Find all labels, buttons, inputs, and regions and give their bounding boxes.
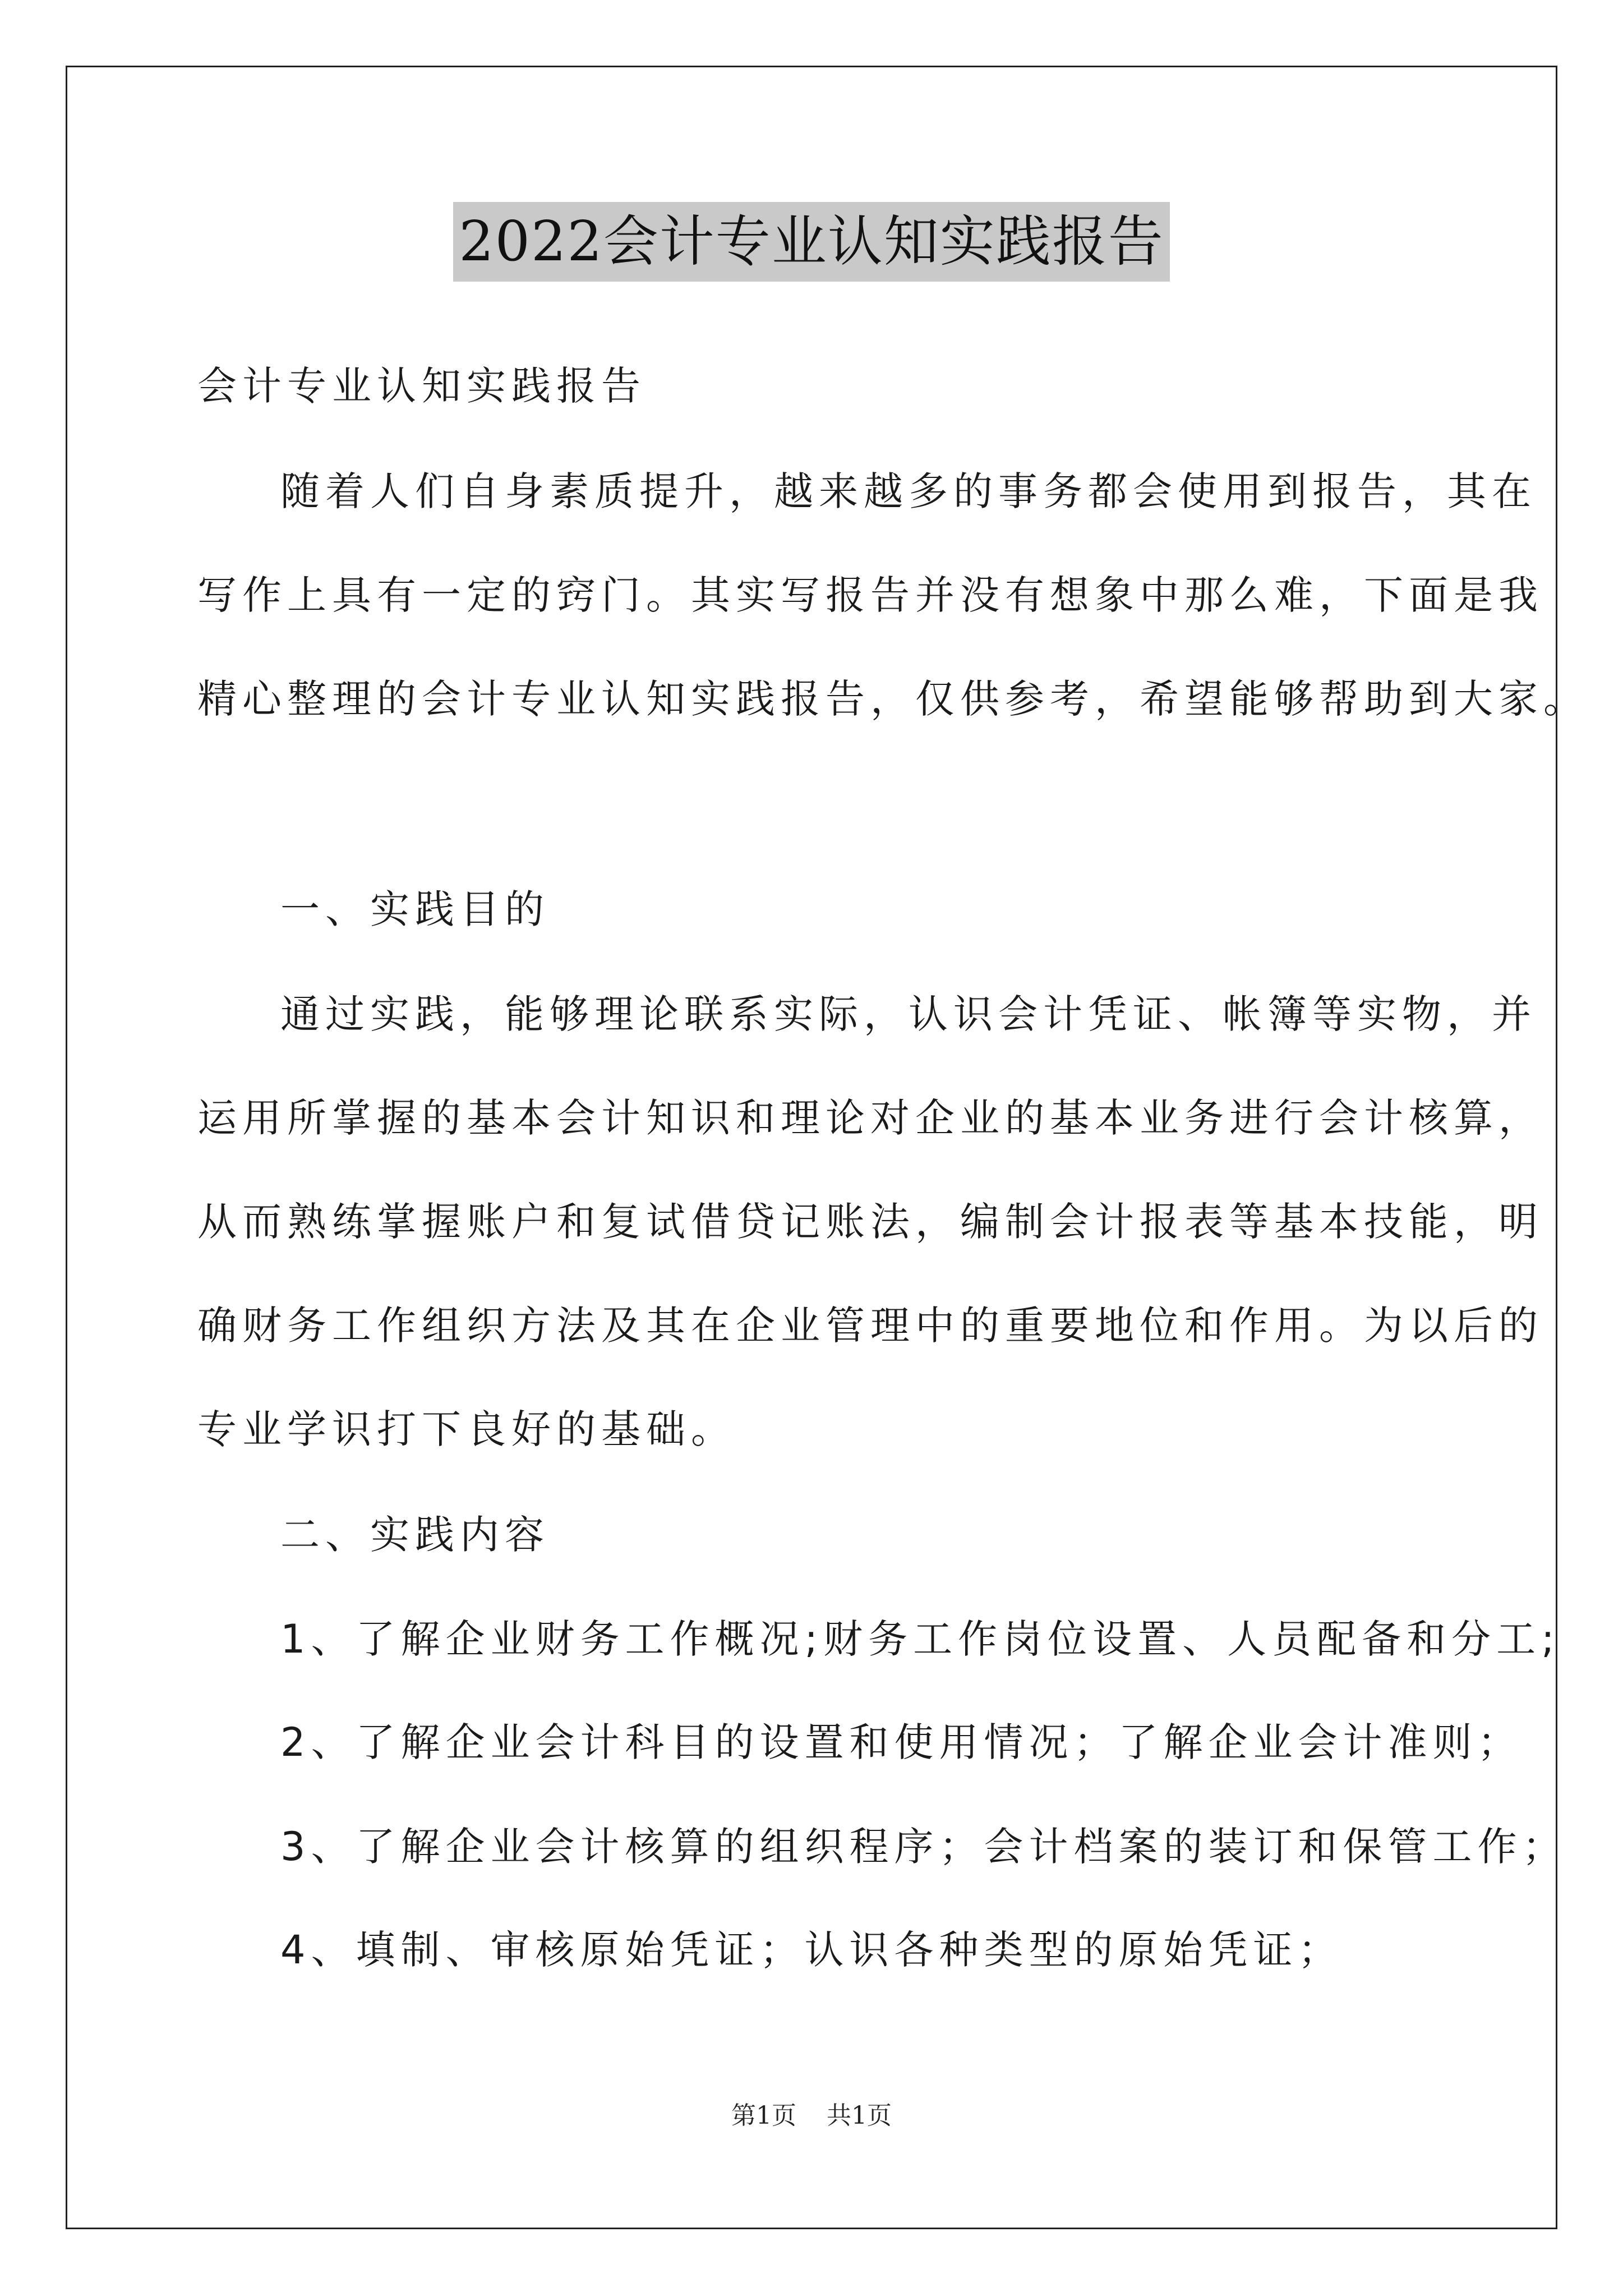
intro-line-2: 写作上具有一定的窍门。其实写报告并没有想象中那么难，下面是我 bbox=[197, 572, 1543, 618]
section2-item-4: 4、填制、审核原始凭证；认识各种类型的原始凭证； bbox=[280, 1927, 1343, 1973]
section1-line-5: 专业学识打下良好的基础。 bbox=[197, 1406, 736, 1452]
page-total: 共1页 bbox=[827, 2101, 892, 2130]
title-container bbox=[0, 202, 1623, 282]
section2-item-3: 3、了解企业会计核算的组织程序；会计档案的装订和保管工作； bbox=[280, 1824, 1567, 1870]
document-title: 2022会计专业认知实践报告 bbox=[453, 202, 1169, 282]
section1-line-1: 通过实践，能够理论联系实际，认识会计凭证、帐簿等实物，并 bbox=[280, 991, 1537, 1037]
intro-line-3: 精心整理的会计专业认知实践报告，仅供参考，希望能够帮助到大家。 bbox=[197, 676, 1588, 722]
section1-heading: 一、实践目的 bbox=[280, 886, 550, 932]
section1-line-4: 确财务工作组织方法及其在企业管理中的重要地位和作用。为以后的 bbox=[197, 1303, 1543, 1349]
section2-heading: 二、实践内容 bbox=[280, 1512, 550, 1558]
section2-item-2: 2、了解企业会计科目的设置和使用情况；了解企业会计准则； bbox=[280, 1719, 1523, 1765]
intro-line-1: 随着人们自身素质提升，越来越多的事务都会使用到报告，其在 bbox=[280, 468, 1537, 514]
document-subtitle: 会计专业认知实践报告 bbox=[197, 363, 646, 409]
section1-line-3: 从而熟练掌握账户和复试借贷记账法，编制会计报表等基本技能，明 bbox=[197, 1199, 1543, 1245]
page-footer bbox=[0, 2095, 1623, 2131]
page-number: 第1页 bbox=[731, 2101, 796, 2130]
section1-line-2: 运用所掌握的基本会计知识和理论对企业的基本业务进行会计核算， bbox=[197, 1095, 1543, 1141]
section2-item-1: 1、了解企业财务工作概况;财务工作岗位设置、人员配备和分工; bbox=[280, 1616, 1560, 1662]
